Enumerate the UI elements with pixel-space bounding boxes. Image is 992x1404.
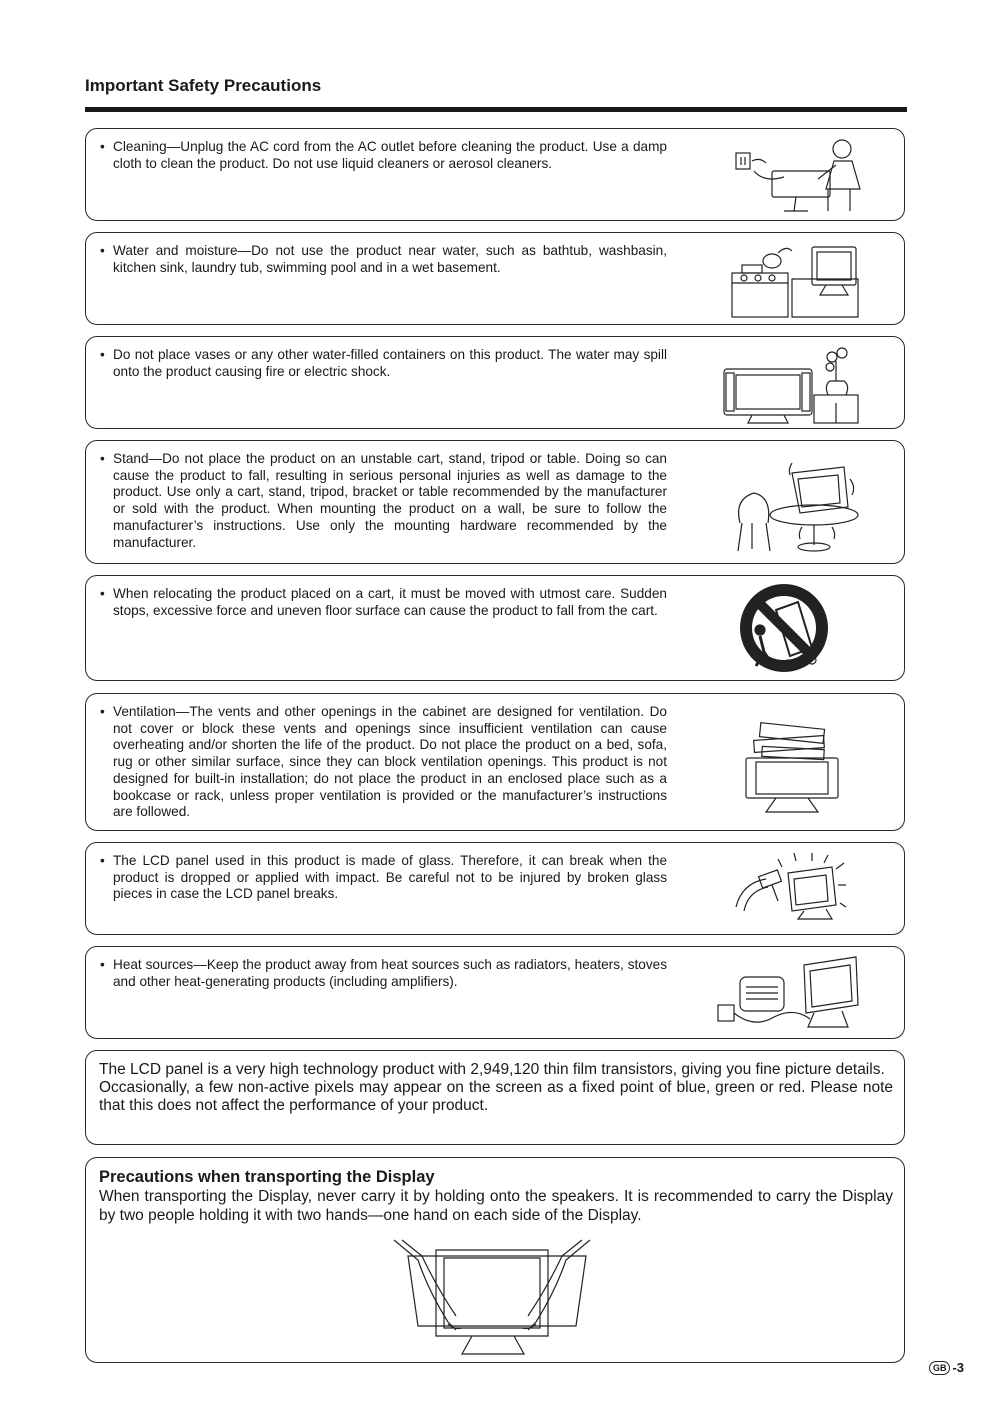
precaution-vases	[85, 336, 905, 429]
lcd-note-line-1: The LCD panel is a very high technology product with 2,949,120 thin film transistors, giving you fine picture details.	[99, 1061, 885, 1078]
lcd-note-text	[99, 1061, 893, 1115]
precaution-text: • Stand—Do not place the product on an unstable cart, stand, tripod or table. Doing so can cause the product to fall, resulting in serious personal injuries as well as damage to the product. Use only a cart, stand, tripod, bracket or table recommended by the manufacturer or sold with the product. When mounting the product on a wall, be sure to follow the manufacturer’s instructions. Use only the mounting hardware recommended by the manufacturer.	[100, 451, 667, 551]
page-footer	[929, 1360, 964, 1375]
page-number: -3	[952, 1360, 964, 1375]
precaution-water	[85, 232, 905, 325]
precaution-text: • Cleaning—Unplug the AC cord from the AC outlet before cleaning the product. Use a damp cloth to clean the product. Do not use liquid cleaners or aerosol cleaners.	[100, 139, 667, 172]
lcd-note-line-2: Occasionally, a few non-active pixels may appear on the screen as a fixed point of blue, green or red. Please note that this does not affect the performance of your product.	[99, 1079, 893, 1114]
broken-glass-illustration-icon	[732, 849, 862, 931]
precaution-cart	[85, 575, 905, 681]
precaution-heat-sources	[85, 946, 905, 1039]
lcd-panel-note	[85, 1050, 905, 1145]
precaution-text: • Do not place vases or any other water-filled containers on this product. The water may spill onto the product causing fire or electric shock.	[100, 347, 667, 380]
precaution-lcd-glass	[85, 842, 905, 935]
transport-text: When transporting the Display, never carry it by holding onto the speakers. It is recommended to carry the Display by two people holding it with two hands—one hand on each side of the Display.	[99, 1188, 893, 1224]
water-illustration-icon	[728, 239, 862, 319]
precaution-stand	[85, 440, 905, 564]
region-badge: GB	[929, 1361, 951, 1375]
precaution-cleaning	[85, 128, 905, 221]
precaution-text: • The LCD panel used in this product is made of glass. Therefore, it can break when the product is dropped or applied with impact. Be careful not to be injured by broken glass pieces in case the LCD panel breaks.	[100, 853, 667, 903]
title-rule	[85, 107, 907, 112]
transport-section	[85, 1157, 905, 1363]
no-cart-tipping-icon	[736, 580, 832, 676]
vase-illustration-icon	[722, 343, 862, 425]
carry-display-illustration-icon	[388, 1236, 598, 1358]
page-title: Important Safety Precautions	[85, 76, 322, 95]
precaution-ventilation	[85, 693, 905, 831]
precaution-text: • Heat sources—Keep the product away from heat sources such as radiators, heaters, stoves and other heat-generating products (including amplifiers).	[100, 957, 667, 990]
unstable-stand-illustration-icon	[732, 453, 862, 553]
precaution-text: • Water and moisture—Do not use the product near water, such as bathtub, washbasin, kitchen sink, laundry tub, swimming pool and in a wet basement.	[100, 243, 667, 276]
precaution-text: • When relocating the product placed on a cart, it must be moved with utmost care. Sudden stops, excessive force and uneven floor surface can cause the product to fall from the cart.	[100, 586, 667, 619]
ventilation-illustration-icon	[740, 716, 850, 816]
cleaning-illustration-icon	[732, 135, 862, 217]
heat-source-illustration-icon	[714, 951, 864, 1035]
transport-title: Precautions when transporting the Display	[99, 1168, 435, 1186]
precaution-text: • Ventilation—The vents and other openings in the cabinet are designed for ventilation. Do not cover or block these vents and openings since insufficient ventilation can cause overheating and/or shorten the life of the product. Do not place the product on a bed, sofa, rug or other similar surface, since they can block ventilation openings. This product is not designed for built-in installation; do not place the product in an enclosed place such as a bookcase or rack, unless proper ventilation is provided or the manufacturer’s instructions are followed.	[100, 704, 667, 821]
